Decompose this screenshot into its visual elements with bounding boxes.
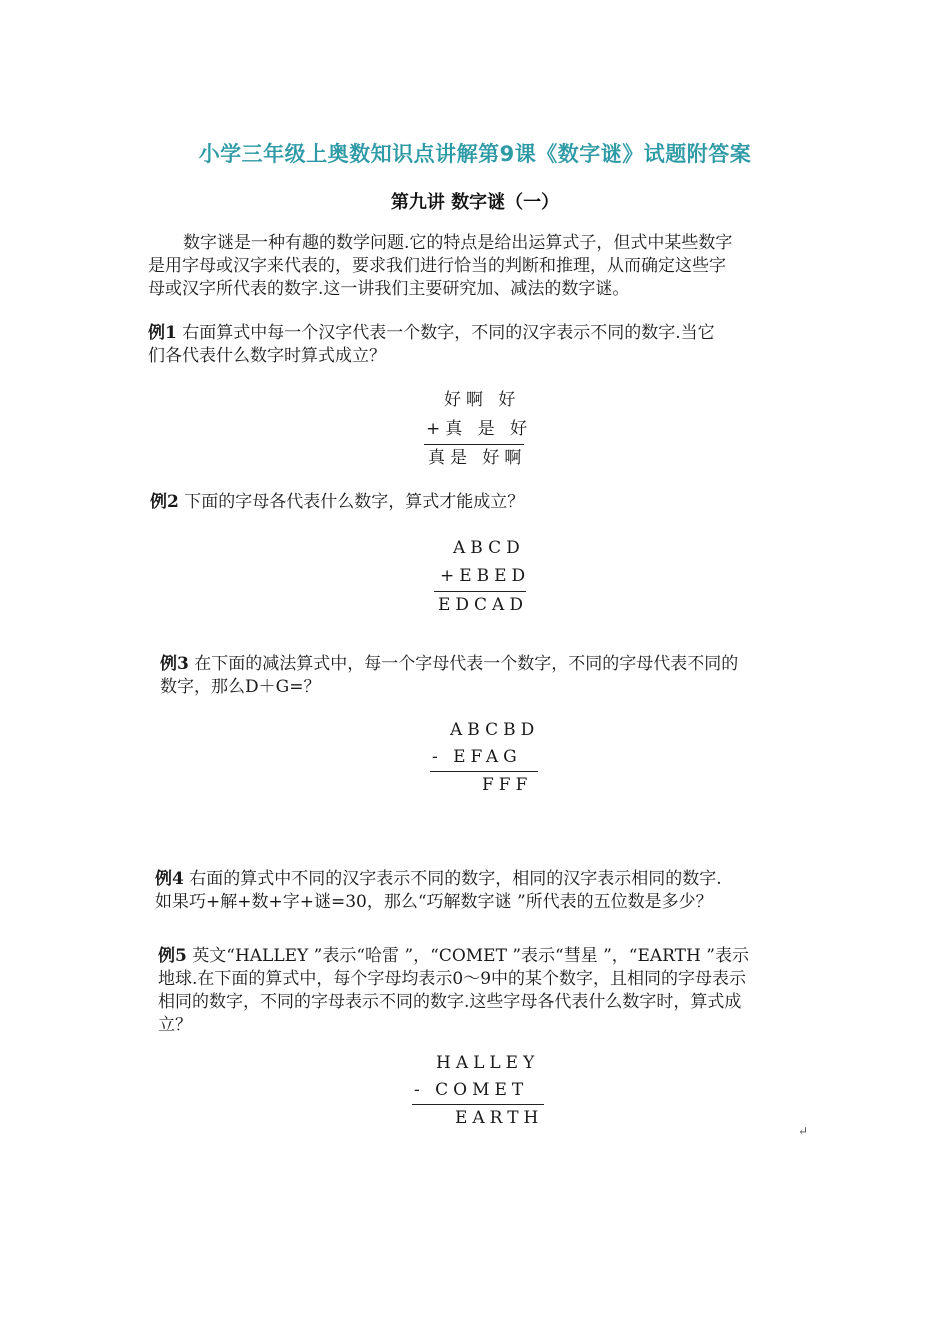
puzzle-3-row-2: - EFAG (432, 747, 522, 767)
puzzle-5-row-2: - COMET (414, 1080, 529, 1100)
paragraph-mark-icon: ↵ (798, 1124, 809, 1138)
example-5-text: 英文“HALLEY ”表示“哈雷 ”，“COMET ”表示“彗星 ”，“EARTH ”表示 (192, 946, 749, 966)
example-4-text: 右面的算式中不同的汉字表示不同的数字，相同的汉字表示相同的数字. (189, 869, 722, 889)
puzzle-2-row-3: EDCAD (438, 595, 528, 615)
puzzle-5-row-3: EARTH (455, 1108, 544, 1128)
puzzle-2-row-1: ABCD (453, 538, 525, 558)
example-3-line-2: 数字，那么D＋G=？ (160, 677, 321, 697)
example-3-text: 在下面的减法算式中，每一个字母代表一个数字，不同的字母代表不同的 (194, 654, 739, 674)
puzzle-3-row-3: FFF (482, 775, 533, 795)
example-1-line-2: 们各代表什么数字时算式成立？ (148, 346, 386, 366)
puzzle-2-row-2: +EBED (440, 566, 531, 586)
puzzle-1-row-2: +真 是 好 (426, 419, 533, 439)
example-5-line-1 (158, 945, 749, 968)
example-4-line-2: 如果巧+解+数+字+谜=30，那么“巧解数字谜 ”所代表的五位数是多少？ (155, 892, 713, 912)
puzzle-1-row-1: 好啊 好 (444, 390, 521, 410)
example-2-text: 下面的字母各代表什么数字，算式才能成立？ (184, 492, 525, 512)
example-3-line-1 (160, 653, 738, 676)
intro-line-2: 是用字母或汉字来代表的，要求我们进行恰当的判断和推理，从而确定这些字 (148, 256, 726, 276)
example-5-line-3: 相同的数字，不同的字母表示不同的数字.这些字母各代表什么数字时，算式成 (158, 992, 742, 1012)
puzzle-3-row-1: ABCBD (450, 720, 540, 740)
example-1-label: 例1 (148, 323, 177, 343)
lecture-title: 第九讲 数字谜（一） (390, 192, 560, 213)
example-1-text: 右面算式中每一个汉字代表一个数字，不同的汉字表示不同的数字.当它 (182, 323, 715, 343)
puzzle-5-row-1: HALLEY (436, 1053, 540, 1073)
intro-line-1: 数字谜是一种有趣的数学问题.它的特点是给出运算式子，但式中某些数字 (183, 233, 733, 253)
puzzle-1-row-3: 真是 好啊 (428, 448, 527, 468)
example-5-label: 例5 (158, 946, 187, 966)
example-2-label: 例2 (150, 492, 179, 512)
document-title: 小学三年级上奥数知识点讲解第9课《数字谜》试题附答案 (198, 142, 752, 166)
example-2-line-1 (150, 491, 524, 514)
example-4-line-1 (155, 868, 722, 891)
example-1-line-1 (148, 322, 715, 345)
example-4-label: 例4 (155, 869, 184, 889)
example-3-label: 例3 (160, 654, 189, 674)
example-5-line-2: 地球.在下面的算式中，每个字母均表示0～9中的某个数字，且相同的字母表示 (158, 969, 747, 989)
intro-line-3: 母或汉字所代表的数字.这一讲我们主要研究加、减法的数字谜。 (148, 279, 630, 299)
example-5-line-4: 立？ (158, 1015, 192, 1035)
